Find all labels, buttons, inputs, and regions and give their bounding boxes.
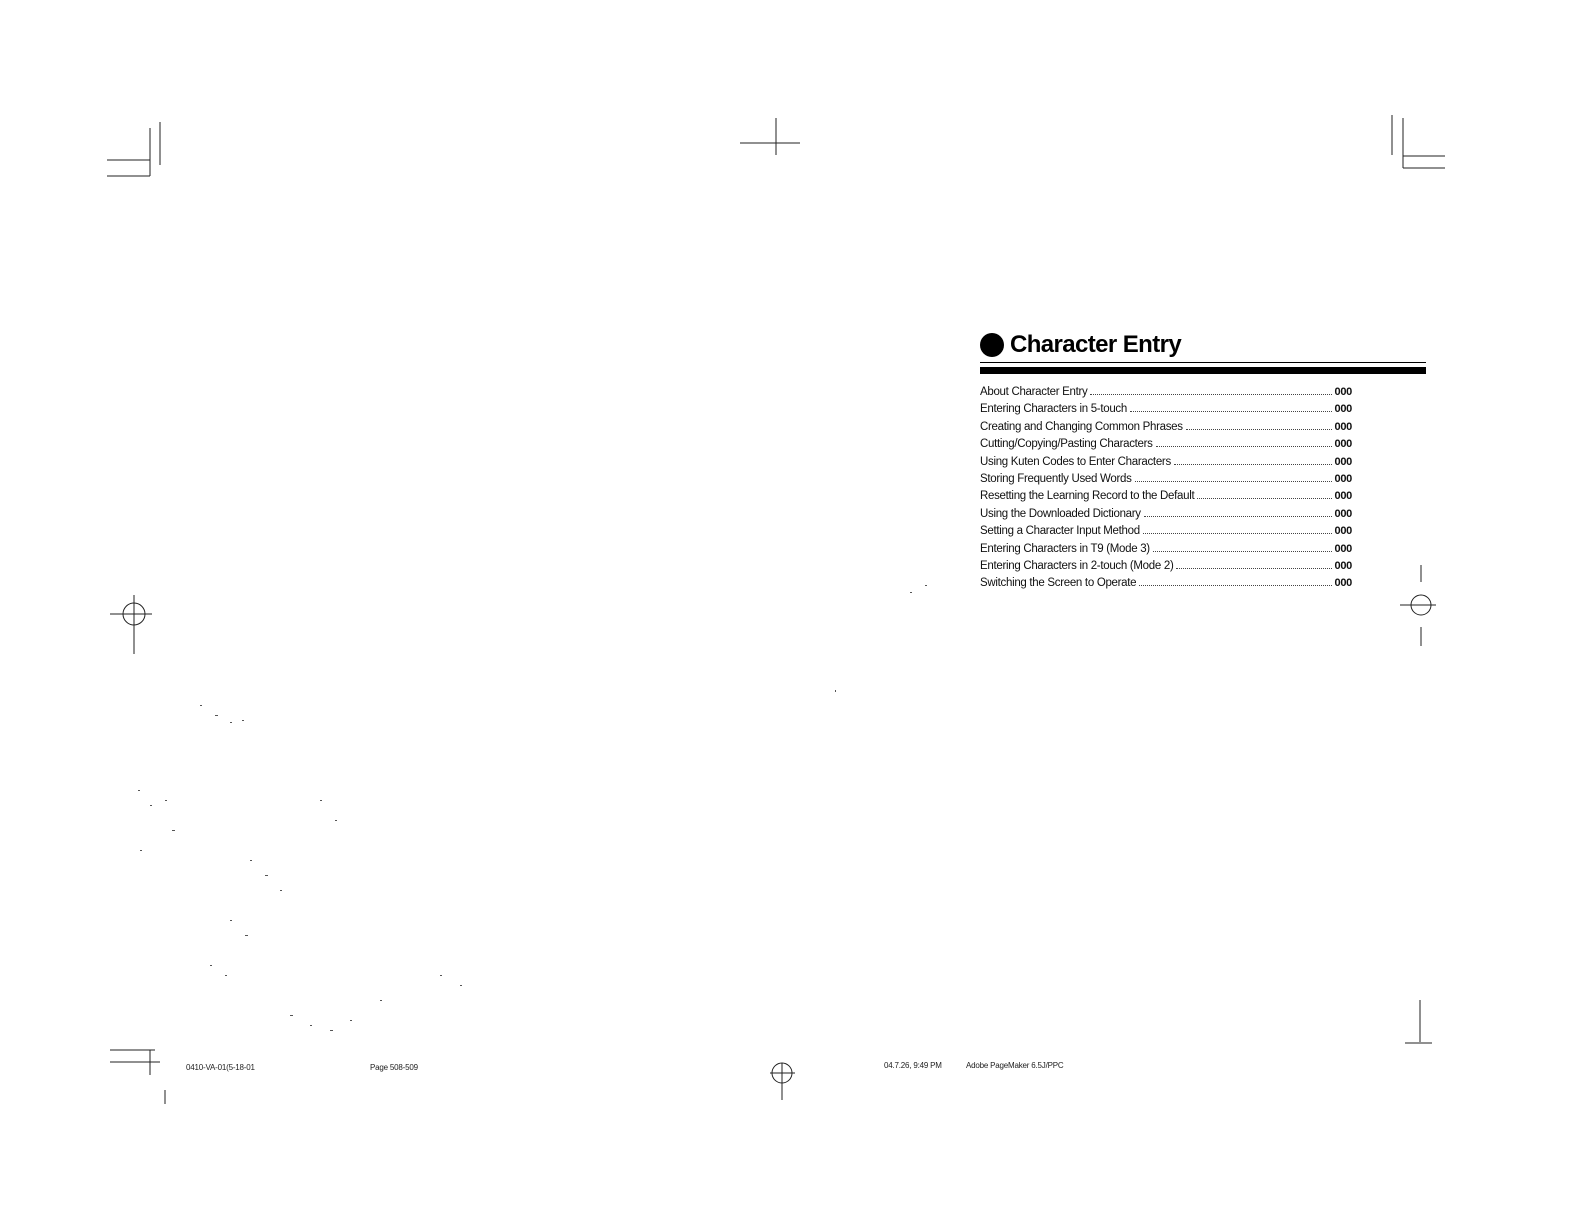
toc-entry-page: 000: [1334, 455, 1352, 468]
toc-entry[interactable]: [980, 560, 1352, 577]
scan-noise: [138, 585, 927, 1031]
toc-entry-label: About Character Entry: [980, 386, 1088, 398]
toc-section: [980, 330, 1428, 595]
toc-entry[interactable]: [980, 403, 1352, 420]
toc-entry[interactable]: [980, 456, 1352, 473]
section-heading: [980, 330, 1428, 360]
toc-list: [980, 386, 1352, 595]
toc-entry-page: 000: [1334, 490, 1352, 503]
toc-entry[interactable]: [980, 525, 1352, 542]
toc-entry[interactable]: [980, 543, 1352, 560]
page-title: Character Entry: [1010, 331, 1182, 358]
leader-dots: [1090, 393, 1331, 395]
toc-entry-page: 000: [1334, 577, 1352, 590]
toc-entry[interactable]: [980, 508, 1352, 525]
toc-entry-label: Storing Frequently Used Words: [980, 472, 1132, 485]
leader-dots: [1130, 410, 1332, 412]
toc-entry-page: 000: [1334, 507, 1352, 520]
toc-entry[interactable]: [980, 577, 1352, 594]
heading-rule-thin: [980, 362, 1426, 363]
footer-file-code: 0410-VA-01(5-18-01: [186, 1063, 255, 1072]
leader-dots: [1197, 497, 1331, 499]
leader-dots: [1144, 515, 1332, 517]
toc-entry-page: 000: [1334, 403, 1352, 416]
heading-rule-thick: [980, 367, 1426, 374]
toc-entry[interactable]: [980, 386, 1352, 403]
bullet-icon: [980, 333, 1004, 357]
footer-timestamp: 04.7.26, 9:49 PM: [884, 1061, 942, 1070]
footer-application: Adobe PageMaker 6.5J/PPC: [966, 1061, 1064, 1070]
toc-entry-label: Setting a Character Input Method: [980, 525, 1140, 538]
toc-entry-label: Using Kuten Codes to Enter Characters: [980, 455, 1171, 468]
toc-entry[interactable]: [980, 438, 1352, 455]
toc-entry-page: 000: [1334, 559, 1352, 572]
toc-entry-page: 000: [1334, 386, 1352, 398]
toc-entry-label: Creating and Changing Common Phrases: [980, 420, 1183, 433]
toc-entry-label: Using the Downloaded Dictionary: [980, 507, 1141, 520]
toc-entry-label: Cutting/Copying/Pasting Characters: [980, 438, 1153, 451]
leader-dots: [1156, 445, 1332, 447]
leader-dots: [1174, 463, 1332, 465]
toc-entry-label: Entering Characters in 2-touch (Mode 2): [980, 559, 1174, 572]
footer-page-range: Page 508-509: [370, 1063, 418, 1072]
leader-dots: [1139, 584, 1331, 586]
toc-entry[interactable]: [980, 490, 1352, 507]
toc-entry-page: 000: [1334, 525, 1352, 538]
toc-entry-label: Entering Characters in 5-touch: [980, 403, 1127, 416]
toc-entry-label: Resetting the Learning Record to the Default: [980, 490, 1195, 503]
toc-entry-page: 000: [1334, 472, 1352, 485]
toc-entry-label: Entering Characters in T9 (Mode 3): [980, 542, 1150, 555]
toc-entry-page: 000: [1334, 420, 1352, 433]
leader-dots: [1135, 480, 1332, 482]
toc-entry-page: 000: [1334, 438, 1352, 451]
toc-entry-page: 000: [1334, 542, 1352, 555]
toc-entry-label: Switching the Screen to Operate: [980, 577, 1137, 590]
toc-entry[interactable]: [980, 421, 1352, 438]
leader-dots: [1143, 532, 1332, 534]
toc-entry[interactable]: [980, 473, 1352, 490]
leader-dots: [1186, 428, 1332, 430]
leader-dots: [1153, 550, 1332, 552]
leader-dots: [1176, 567, 1331, 569]
